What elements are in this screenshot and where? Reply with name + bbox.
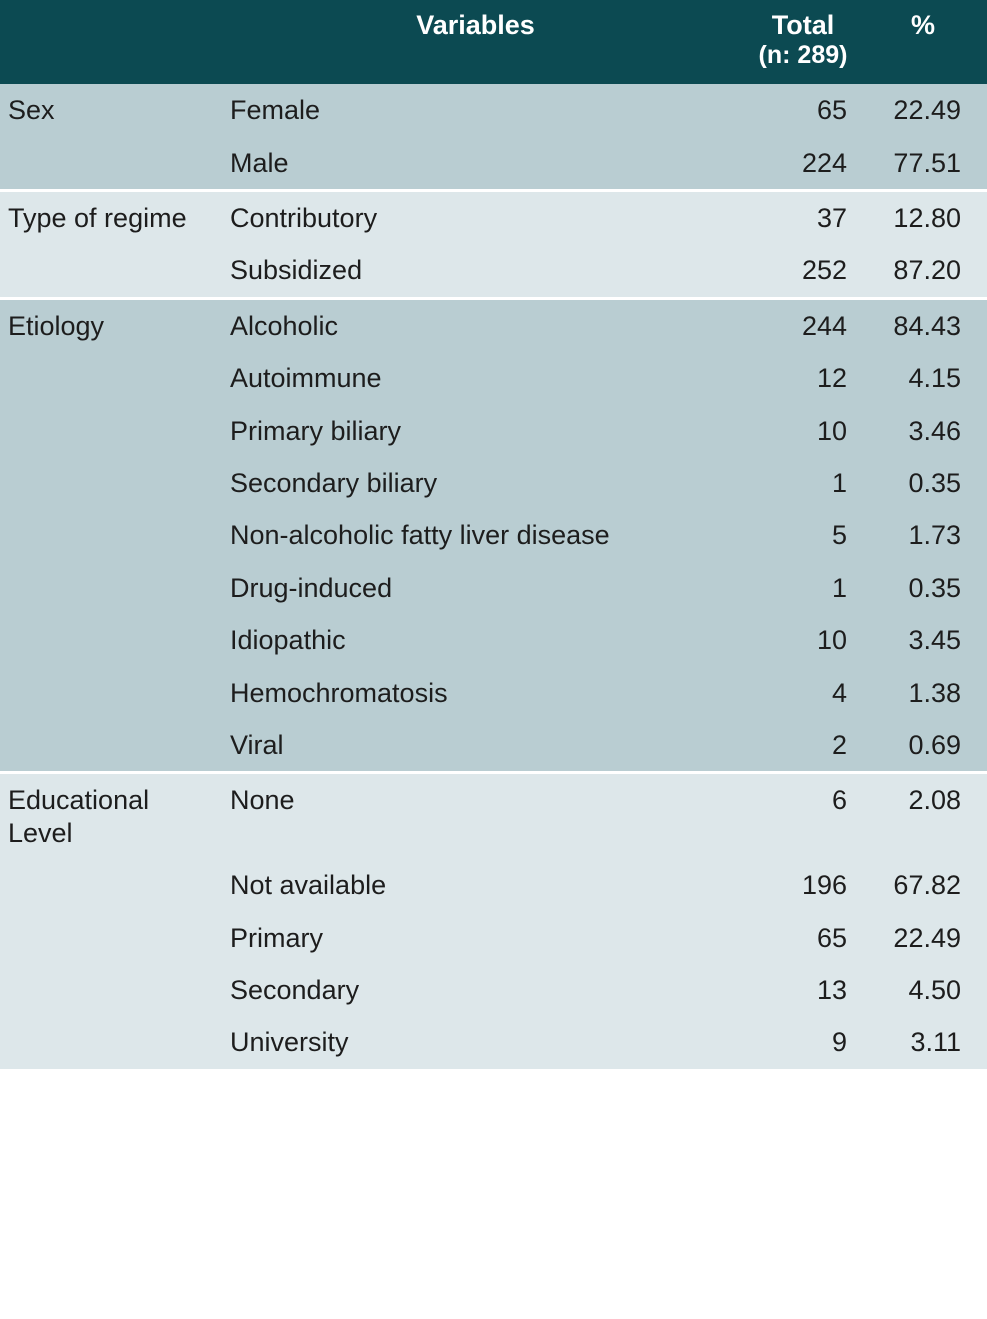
row-percent-value: 77.51 [867,137,987,191]
row-group-label [0,1016,212,1068]
row-percent-value: 67.82 [867,859,987,911]
row-variable-label: Male [212,137,739,191]
row-total-value: 13 [739,964,867,1016]
row-variable-label: Idiopathic [212,614,739,666]
row-group-label [0,719,212,773]
table-row [0,719,987,773]
header-percent: % [867,0,987,84]
table-row [0,964,987,1016]
row-percent-value: 87.20 [867,244,987,298]
row-percent-value: 3.45 [867,614,987,666]
row-variable-label: Contributory [212,191,739,245]
row-variable-label: Secondary [212,964,739,1016]
table-row [0,405,987,457]
row-total-value: 37 [739,191,867,245]
table-row [0,614,987,666]
row-group-label [0,352,212,404]
row-total-value: 4 [739,667,867,719]
table-header [0,0,987,84]
row-variable-label: Primary [212,912,739,964]
row-group-label: Educational Level [0,773,212,859]
row-group-label: Sex [0,84,212,136]
table-row [0,859,987,911]
row-total-value: 65 [739,84,867,136]
row-group-label [0,457,212,509]
row-variable-label: None [212,773,739,859]
header-total [739,0,867,84]
row-percent-value: 0.35 [867,562,987,614]
row-variable-label: Not available [212,859,739,911]
table-row [0,191,987,245]
row-group-label: Etiology [0,298,212,352]
row-variable-label: Primary biliary [212,405,739,457]
header-variables: Variables [212,0,739,84]
row-group-label [0,509,212,561]
row-group-label [0,912,212,964]
row-total-value: 252 [739,244,867,298]
row-total-value: 10 [739,405,867,457]
row-total-value: 5 [739,509,867,561]
table-body [0,84,987,1068]
row-group-label [0,964,212,1016]
header-total-label: Total [771,10,835,40]
row-percent-value: 2.08 [867,773,987,859]
table-row [0,912,987,964]
row-variable-label: Female [212,84,739,136]
header-group-column [0,0,212,84]
row-total-value: 1 [739,457,867,509]
row-variable-label: Non-alcoholic fatty liver disease [212,509,739,561]
row-total-value: 196 [739,859,867,911]
row-total-value: 12 [739,352,867,404]
row-group-label [0,859,212,911]
row-percent-value: 1.73 [867,509,987,561]
row-percent-value: 3.46 [867,405,987,457]
row-group-label [0,614,212,666]
row-variable-label: University [212,1016,739,1068]
row-percent-value: 4.15 [867,352,987,404]
row-total-value: 224 [739,137,867,191]
table-row [0,667,987,719]
header-row [0,0,987,84]
header-total-sub: (n: 289) [758,41,848,70]
row-variable-label: Drug-induced [212,562,739,614]
row-group-label [0,667,212,719]
row-total-value: 1 [739,562,867,614]
row-variable-label: Secondary biliary [212,457,739,509]
table-row [0,509,987,561]
row-percent-value: 4.50 [867,964,987,1016]
row-group-label [0,562,212,614]
table-row [0,457,987,509]
row-percent-value: 22.49 [867,912,987,964]
table-row [0,562,987,614]
row-total-value: 6 [739,773,867,859]
table-row [0,352,987,404]
table-row [0,137,987,191]
table-row [0,1016,987,1068]
table-row [0,773,987,859]
row-total-value: 65 [739,912,867,964]
row-percent-value: 0.35 [867,457,987,509]
row-variable-label: Subsidized [212,244,739,298]
table-row [0,298,987,352]
row-group-label [0,405,212,457]
row-group-label: Type of regime [0,191,212,245]
row-total-value: 10 [739,614,867,666]
row-total-value: 244 [739,298,867,352]
row-group-label [0,137,212,191]
row-percent-value: 1.38 [867,667,987,719]
row-percent-value: 22.49 [867,84,987,136]
table-row [0,84,987,136]
row-percent-value: 3.11 [867,1016,987,1068]
row-total-value: 9 [739,1016,867,1068]
row-variable-label: Autoimmune [212,352,739,404]
row-group-label [0,244,212,298]
row-variable-label: Alcoholic [212,298,739,352]
table-row [0,244,987,298]
row-percent-value: 0.69 [867,719,987,773]
row-percent-value: 12.80 [867,191,987,245]
row-percent-value: 84.43 [867,298,987,352]
row-variable-label: Hemochromatosis [212,667,739,719]
row-variable-label: Viral [212,719,739,773]
row-total-value: 2 [739,719,867,773]
